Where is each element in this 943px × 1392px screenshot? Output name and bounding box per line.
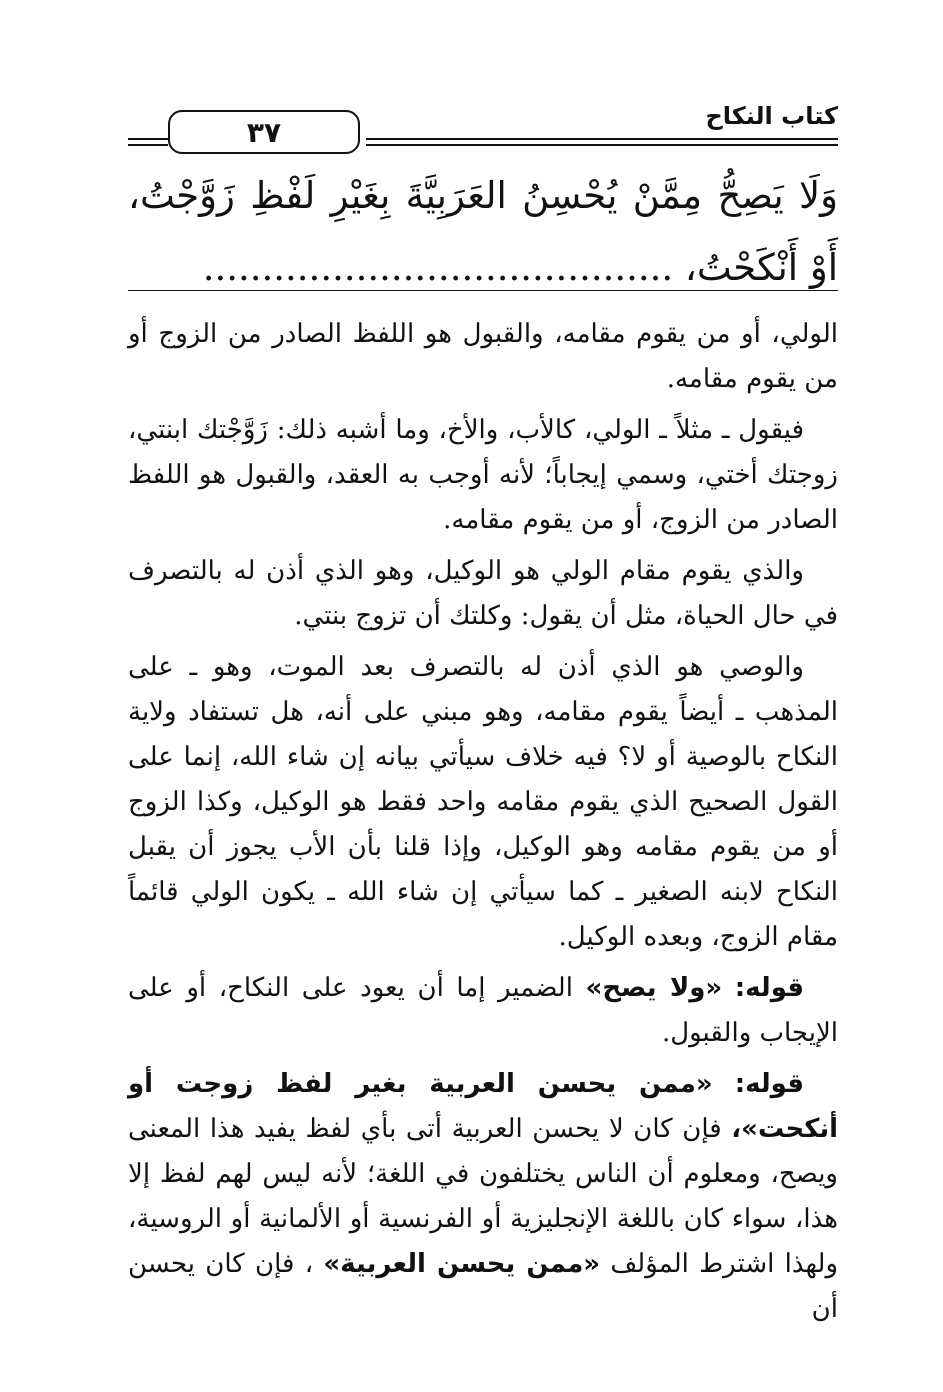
paragraph: الولي، أو من يقوم مقامه، والقبول هو اللفظ الصادر من الزوج أو من يقوم مقامه. xyxy=(128,319,838,394)
quote-label: قوله: xyxy=(734,973,805,1003)
running-title: كتاب النكاح xyxy=(705,102,838,130)
paragraph: والوصي هو الذي أذن له بالتصرف بعد الموت، وهو ـ على المذهب ـ أيضاً يقوم مقامه، وهو مبني على أنه، هل تستفاد ولاية النكاح بالوصية أو لا؟ فيه خلاف سيأتي بيانه إن شاء الله، إنما على القول الصحيح الذي يقوم مقامه واحد فقط هو الوكيل، وكذا الزوج أو من يقوم مقامه وهو الوكيل، وإذا قلنا بأن الأب يجوز أن يقبل النكاح لابنه الصغير ـ كما سيأتي إن شاء الله ـ يكون الولي قائماً مقام الزوج، وبعده الوكيل. xyxy=(128,652,838,952)
paragraph: والذي يقوم مقام الولي هو الوكيل، وهو الذي أذن له بالتصرف في حال الحياة، مثل أن يقول: وكلتك أن تزوج بنتي. xyxy=(128,556,838,631)
header-rule xyxy=(366,144,838,146)
page-header xyxy=(128,98,838,158)
header-rule xyxy=(128,144,168,146)
matn-line: وَلَا يَصِحُّ مِمَّنْ يُحْسِنُ العَرَبِيَّةَ بِغَيْرِ لَفْظِ زَوَّجْتُ، أَوْ أَنْكَحْتُ، xyxy=(128,174,838,289)
paragraph-text: فإن كان لا يحسن العربية أتى بأي لفظ يفيد هذا المعنى ويصح، ومعلوم أن الناس يختلفون في اللغة؛ لأنه ليس لهم لفظ إلا هذا، سواء كان باللغة الإنجليزية أو الفرنسية أو الألمانية أو الروسية، ولهذا اشترط المؤلف xyxy=(128,1114,838,1279)
quoted-matn: «ممن يحسن العربية بغير لفظ زوجت أو أنكحت»، xyxy=(128,1069,839,1144)
matn-dots: ........................................ xyxy=(202,246,674,289)
paragraph xyxy=(128,966,838,1056)
matn-text xyxy=(128,160,838,304)
quote-label: قوله: xyxy=(734,1069,805,1099)
commentary-text xyxy=(128,312,838,1338)
paragraph: فيقول ـ مثلاً ـ الولي، كالأب، والأخ، وما أشبه ذلك: زَوَّجْتك ابنتي، زوجتك أختي، وسمي إيجاباً؛ لأنه أوجب به العقد، والقبول هو اللفظ الصادر من الزوج، أو من يقوم مقامه. xyxy=(128,415,838,535)
quoted-matn: «ممن يحسن العربية» xyxy=(323,1249,601,1279)
quoted-matn: «ولا يصح» xyxy=(585,973,723,1003)
header-rule xyxy=(128,138,168,140)
paragraph-text: الضمير إما أن يعود على النكاح، أو على الإيجاب والقبول. xyxy=(128,973,838,1048)
paragraph xyxy=(128,1062,838,1332)
paragraph-text: ، فإن كان يحسن أن xyxy=(128,1249,838,1324)
page-number: ٣٧ xyxy=(168,110,360,154)
text-divider xyxy=(128,290,838,291)
header-rule xyxy=(366,138,838,140)
